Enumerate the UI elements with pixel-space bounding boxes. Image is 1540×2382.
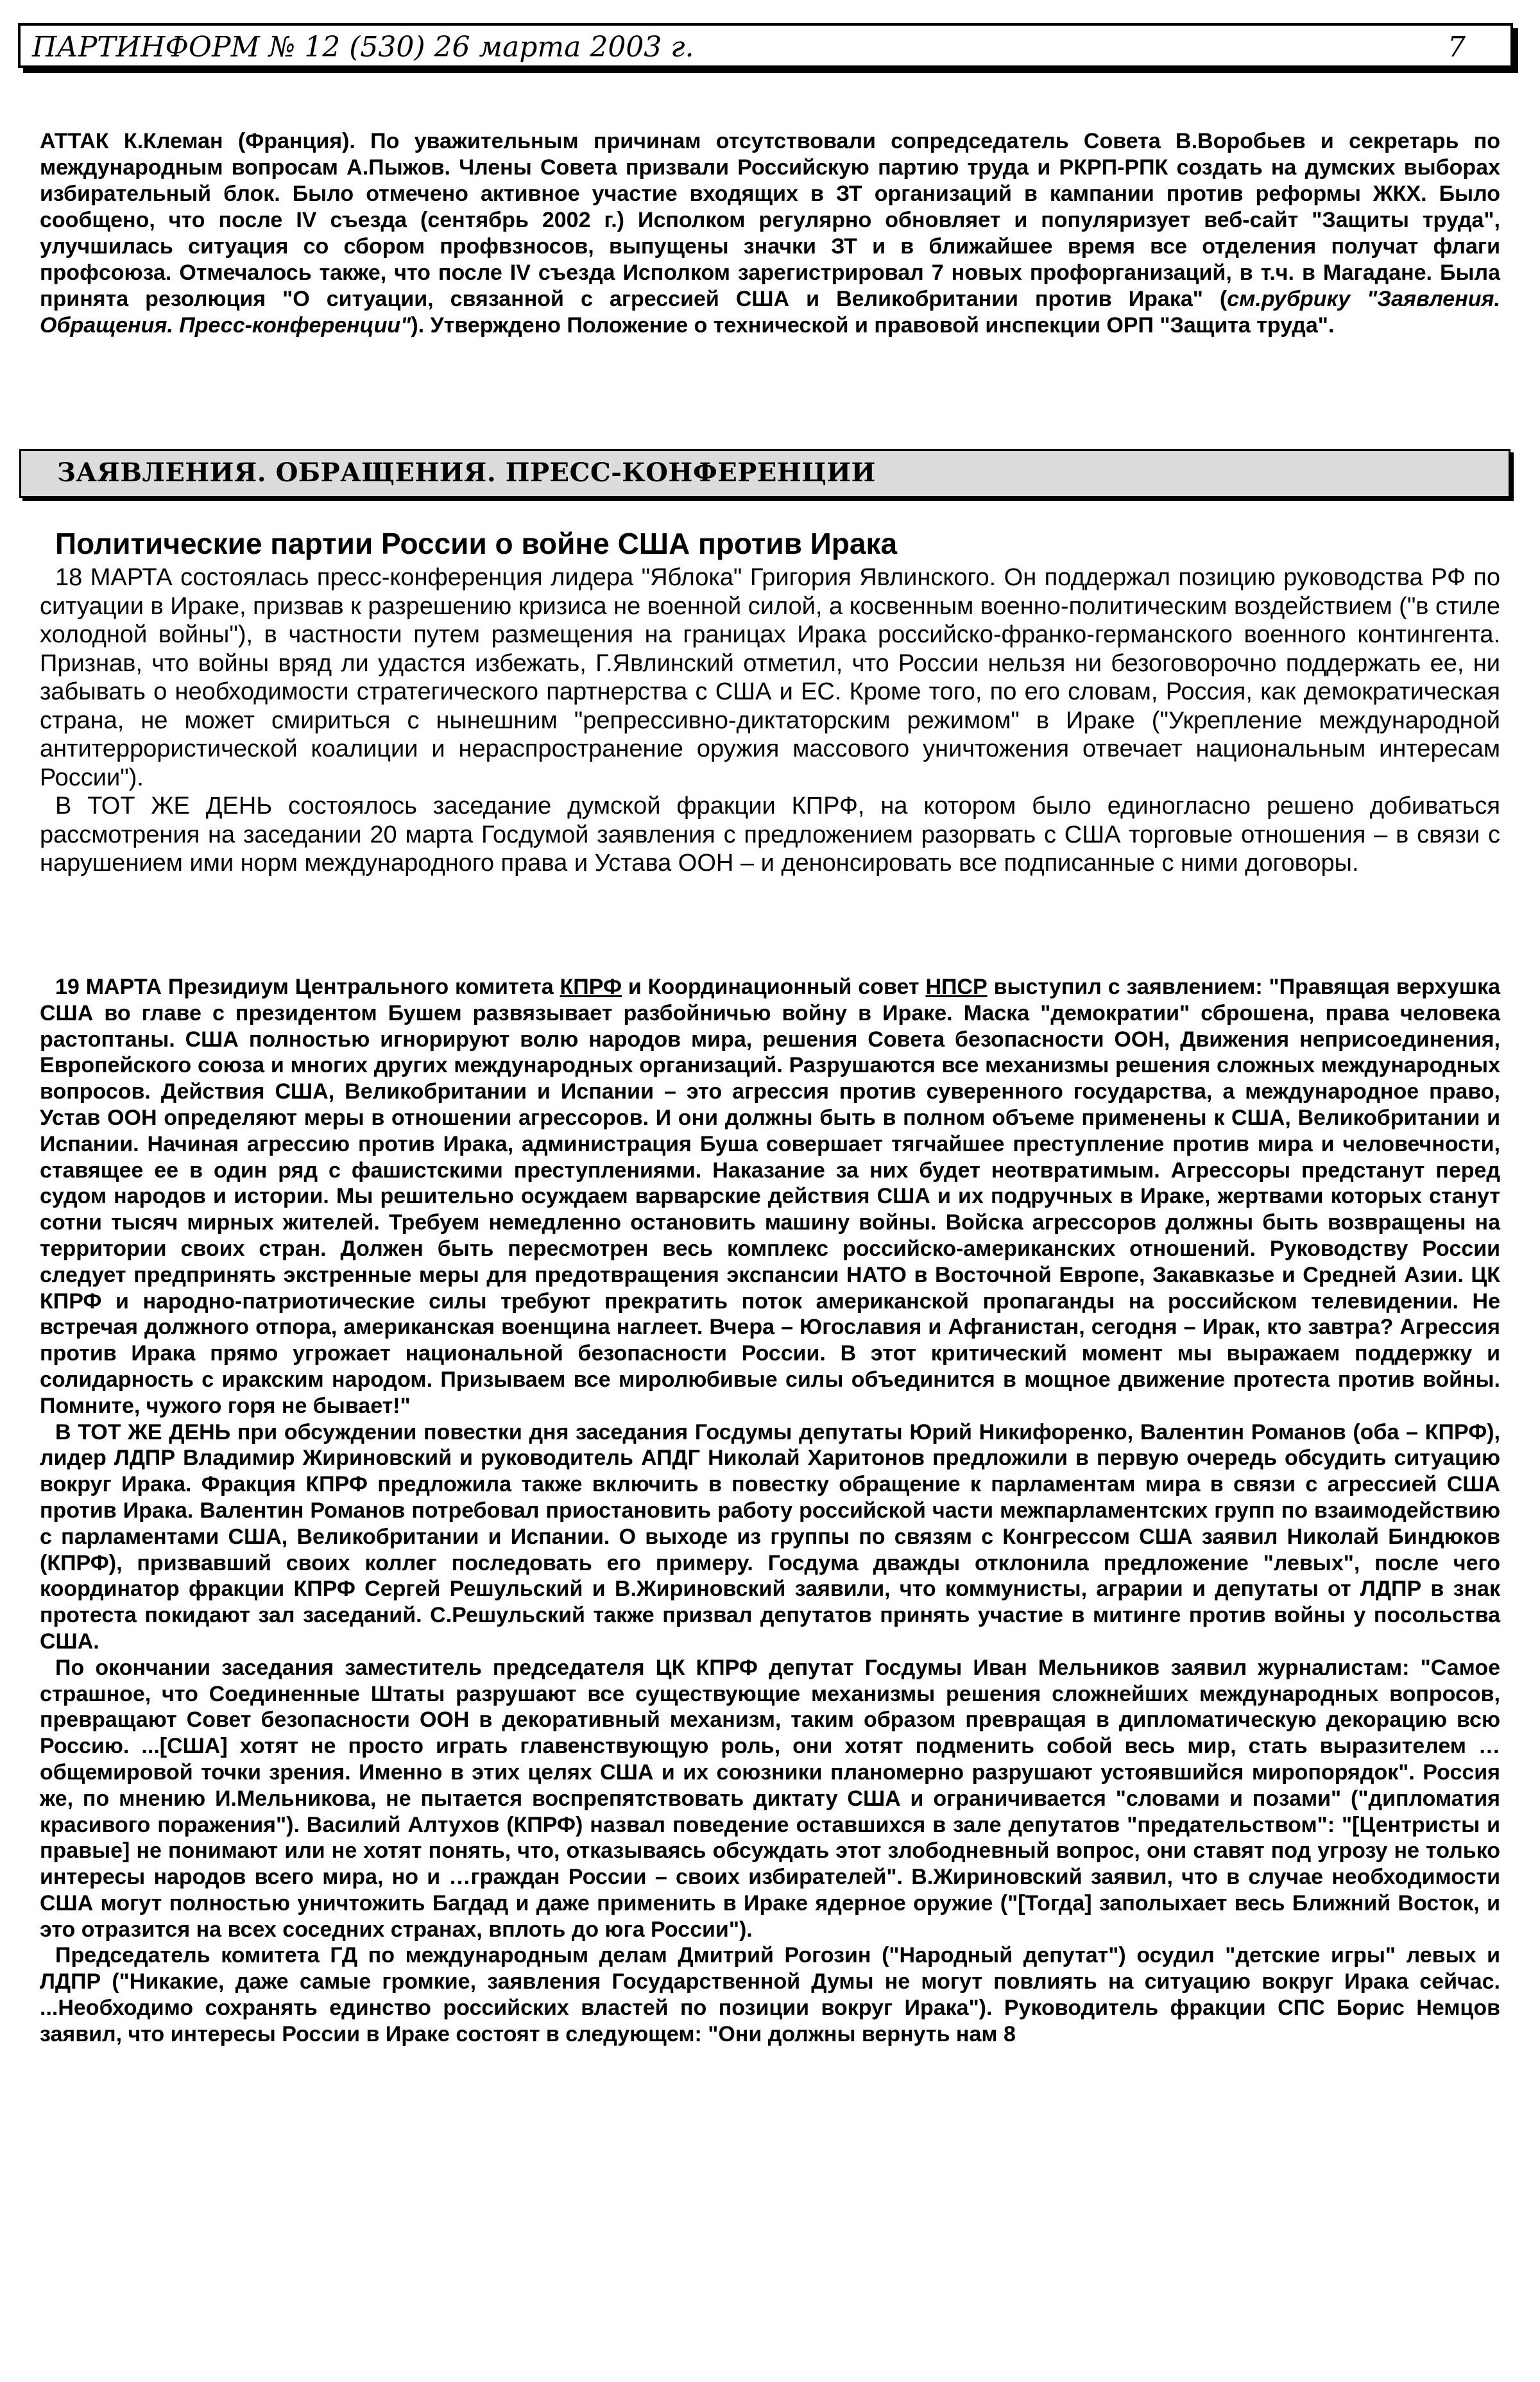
article-paragraph: В ТОТ ЖЕ ДЕНЬ состоялось заседание думской фракции КПРФ, на котором было единогласно решено добиваться рассмотрения на заседании 20 марта Госдумой заявления с предложением разорвать с США торговые отношения – в связи с нарушением ими норм международного права и Устава ООН – и денонсировать все подписанные с ними договоры.	[40, 793, 1500, 877]
article-paragraph: Председатель комитета ГД по международным делам Дмитрий Рогозин ("Народный депутат") осудил "детские игры" левых и ЛДПР ("Никакие, даже самые громкие, заявления Государственной Думы не могут повлиять на ситуацию вокруг Ирака сейчас. ...Необходимо сохранять единство российских властей по позиции вокруг Ирака"). Руководитель фракции СПС Борис Немцов заявил, что интересы России в Ираке состоят в следующем: "Они должны вернуть нам 8	[40, 1943, 1500, 2046]
page-header	[18, 23, 1513, 68]
npsr-underlined: НПСР	[925, 975, 988, 999]
intro-text-a: АТТАК К.Клеман (Франция). По уважительным причинам отсутствовали сопредседатель Совета В.Воробьев и секретарь по международным вопросам А.Пыжов. Члены Совета призвали Российскую партию труда и РКРП-РПК создать на думских выборах избирательный блок. Было отмечено активное участие входящих в ЗТ организаций в кампании против реформы ЖКХ. Было сообщено, что после IV съезда (сентябрь 2002 г.) Исполком регулярно обновляет и популяризует веб-сайт "Защиты труда", улучшилась ситуация со сбором профвзносов, выпущены значки ЗТ и в ближайшее время все отделения получат флаги профсоюза. Отмечалось также, что после IV съезда Исполком зарегистрировал 7 новых профорганизаций, в т.ч. в Магадане. Была принята резолюция "О ситуации, связанной с агрессией США и Великобритании против Ирака" (	[40, 129, 1500, 311]
statement-intro: 19 МАРТА Президиум Центрального комитета	[55, 975, 560, 999]
article-paragraph: По окончании заседания заместитель председателя ЦК КПРФ депутат Госдумы Иван Мельников заявил журналистам: "Самое страшное, что Соединенные Штаты разрушают все существующие механизмы решения сложнейших международных вопросов, превращают Совет безопасности ООН в декоративный механизм, таким образом превращая в дипломатическую декорацию всю Россию. ...[США] хотят не просто играть главенствующую роль, они хотят подменить собой весь мир, стать выразителем …общемировой точки зрения. Именно в этих целях США и их союзники планомерно разрушают устоявшийся миропорядок". Россия же, по мнению И.Мельникова, не пытается воспрепятствовать диктату США и ограничивается "словами и позами" ("дипломатия красивого поражения"). Василий Алтухов (КПРФ) назвал поведение оставшихся в зале депутатов "предательством": "[Центристы и правые] не понимают или не хотят понять, что, отказываясь обсуждать этот злободневный вопрос, они ставят под угрозу не только интересы народов всего мира, но и …граждан России – своих избирателей". В.Жириновский заявил, что в случае необходимости США могут полностью уничтожить Багдад и даже применить в Ираке ядерное оружие ("[Тогда] заполыхает весь Ближний Восток, и это отразится на всех соседних странах, вплоть до юга России").	[40, 1655, 1500, 1942]
intro-paragraph	[40, 128, 1500, 339]
article-paragraph: В ТОТ ЖЕ ДЕНЬ при обсуждении повестки дня заседания Госдумы депутаты Юрий Никифоренко, Валентин Романов (оба – КПРФ), лидер ЛДПР Владимир Жириновский и руководитель АПДГ Николай Харитонов предложили в первую очередь обсудить ситуацию вокруг Ирака. Фракция КПРФ предложила также включить в повестку обращение к парламентам мира в связи с агрессией США против Ирака. Валентин Романов потребовал приостановить работу российской части межпарламентских групп по взаимодействию с парламентами США, Великобритании и Испании. О выходе из группы по связям с Конгрессом США заявил Николай Биндюков (КПРФ), призвавший своих коллег последовать его примеру. Госдума дважды отклонила предложение "левых", после чего координатор фракции КПРФ Сергей Решульский и В.Жириновский заявили, что коммунисты, аграрии и депутаты от ЛДПР в знак протеста покидают зал заседаний. С.Решульский также призвал депутатов принять участие в митинге против войны у посольства США.	[40, 1419, 1500, 1654]
statement-text: выступил с заявлением: "Правящая верхушка США во главе с президентом Бушем развязывает разбойничью войну в Ираке. Маска "демократии" сброшена, права человека растоптаны. США полностью игнорируют волю народов мира, решения Совета безопасности ООН, Движения неприсоединения, Европейского союза и многих других международных организаций. Разрушаются все механизмы решения сложных международных вопросов. Действия США, Великобритании и Испании – это агрессия против суверенного государства, а международное право, Устав ООН определяют меры в отношении агрессоров. И они должны быть в полном объеме применены к США, Великобритании и Испании. Начиная агрессию против Ирака, администрация Буша совершает тягчайшее преступление против мира и человечности, ставящее ее в один ряд с фашистскими преступлениями. Наказание за них будет неотвратимым. Агрессоры предстанут перед судом народов и истории. Мы решительно осуждаем варварские действия США и их подручных в Ираке, жертвами которых станут сотни тысяч мирных жителей. Требуем немедленно остановить машину войны. Войска агрессоров должны быть возвращены на территории своих стран. Должен быть пересмотрен весь комплекс российско-американских отношений. Руководству России следует предпринять экстренные меры для предотвращения экспансии НАТО в Восточной Европе, Закавказье и Средней Азии. ЦК КПРФ и народно-патриотические силы требуют прекратить поток американской пропаганды на российском телевидении. Не встречая должного отпора, американская военщина наглеет. Вчера – Югославия и Афганистан, сегодня – Ирак, кто завтра? Агрессия против Ирака прямо угрожает национальной безопасности России. В этот критический момент мы выражаем поддержку и солидарность с иракским народом. Призываем все миролюбивые силы объединится в мощное движение протеста против войны. Помните, чужого горя не бывает!"	[40, 975, 1500, 1418]
article-paragraph	[40, 974, 1500, 1419]
article-heading: Политические партии России о войне США против Ирака	[55, 527, 898, 560]
intro-text-b: ). Утверждено Положение о технической и правовой инспекции ОРП "Защита труда".	[411, 313, 1335, 338]
kprf-underlined: КПРФ	[560, 975, 622, 999]
intro-section-reference: см.рубрику "Заявления. Обращения. Пресс-конференции"	[40, 287, 1500, 338]
section-header	[19, 449, 1510, 498]
article-paragraph: 18 МАРТА состоялась пресс-конференция лидера "Яблока" Григория Явлинского. Он поддержал позицию руководства РФ по ситуации в Ираке, призвав к разрешению кризиса не военной силой, а косвенным военно-политическим воздействием ("в стиле холодной войны"), в частности путем размещения на границах Ирака российско-франко-германского военного контингента. Признав, что войны вряд ли удастся избежать, Г.Явлинский отметил, что России нельзя ни безоговорочно поддержать ее, ни забывать о необходимости стратегического партнерства с США и ЕС. Кроме того, по его словам, Россия, как демократическая страна, не может смириться с нынешним "репрессивно-диктаторским режимом" в Ираке ("Укрепление международной антитеррористической коалиции и нераспространение оружия массового уничтожения отвечает национальным интересам России").	[40, 564, 1500, 791]
article-bold-text	[40, 974, 1500, 2048]
statement-mid: и Координационный совет	[621, 975, 926, 999]
publication-title: ПАРТИНФОРМ № 12 (530) 26 марта 2003 г.	[32, 31, 694, 64]
section-title: ЗАЯВЛЕНИЯ. ОБРАЩЕНИЯ. ПРЕСС-КОНФЕРЕНЦИИ	[57, 458, 876, 488]
page-number: 7	[1448, 31, 1466, 64]
intro-text	[40, 128, 1500, 339]
article-regular-text	[40, 563, 1500, 878]
